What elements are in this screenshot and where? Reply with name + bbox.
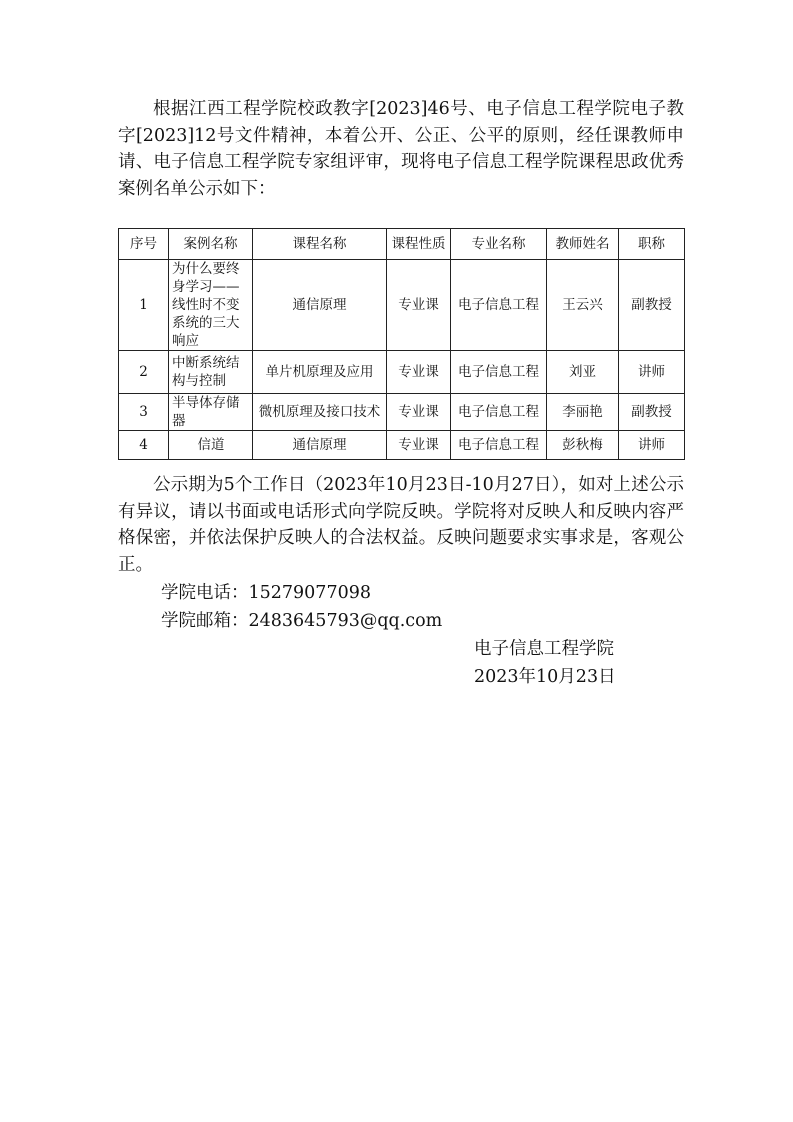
intro-paragraph <box>118 96 684 202</box>
cell-major: 电子信息工程 <box>451 260 547 351</box>
cell-no: 4 <box>119 431 169 460</box>
notice-text: 公示期为5个工作日（2023年10月23日-10月27日），如对上述公示有异议，请以书面或电话形式向学院反映。学院将对反映人和反映内容严格保密，并依法保护反映人的合法权益。反映问题要求实事求是，客观公正。 <box>118 475 684 575</box>
cell-major: 电子信息工程 <box>451 351 547 394</box>
cell-major: 电子信息工程 <box>451 431 547 460</box>
cell-course-name: 通信原理 <box>253 431 387 460</box>
notice-paragraph <box>118 472 684 578</box>
cell-no: 1 <box>119 260 169 351</box>
email-address: 2483645793@qq.com <box>248 611 443 631</box>
contact-phone <box>161 580 371 606</box>
cell-course-name: 微机原理及接口技术 <box>253 394 387 431</box>
cell-course-nature: 专业课 <box>387 351 451 394</box>
cell-case-name: 中断系统结构与控制 <box>169 351 253 394</box>
cell-course-nature: 专业课 <box>387 394 451 431</box>
table-row <box>119 351 685 394</box>
cell-teacher: 彭秋梅 <box>547 431 619 460</box>
table-row <box>119 394 685 431</box>
cell-case-name: 为什么要终身学习——线性时不变系统的三大响应 <box>169 260 253 351</box>
cell-case-name: 半导体存储器 <box>169 394 253 431</box>
cell-major: 电子信息工程 <box>451 394 547 431</box>
cell-course-name: 通信原理 <box>253 260 387 351</box>
contact-email <box>161 608 442 634</box>
header-course-name: 课程名称 <box>253 229 387 260</box>
cell-case-name: 信道 <box>169 431 253 460</box>
phone-label: 学院电话： <box>161 583 249 603</box>
cell-title: 副教授 <box>619 394 685 431</box>
cell-course-nature: 专业课 <box>387 260 451 351</box>
cell-no: 3 <box>119 394 169 431</box>
header-major: 专业名称 <box>451 229 547 260</box>
email-label: 学院邮箱： <box>161 611 249 631</box>
header-case-name: 案例名称 <box>169 229 253 260</box>
cell-course-nature: 专业课 <box>387 431 451 460</box>
cell-title: 讲师 <box>619 351 685 394</box>
cell-teacher: 刘亚 <box>547 351 619 394</box>
header-no: 序号 <box>119 229 169 260</box>
table-header-row <box>119 229 685 260</box>
table-row <box>119 260 685 351</box>
cell-teacher: 王云兴 <box>547 260 619 351</box>
cell-teacher: 李丽艳 <box>547 394 619 431</box>
header-teacher: 教师姓名 <box>547 229 619 260</box>
cell-title: 副教授 <box>619 260 685 351</box>
case-list-table <box>118 228 685 460</box>
intro-text: 根据江西工程学院校政教字[2023]46号、电子信息工程学院电子教字[2023]12号文件精神，本着公开、公正、公平的原则，经任课教师申请、电子信息工程学院专家组评审，现将电子信息工程学院课程思政优秀案例名单公示如下： <box>118 99 684 199</box>
table-row <box>119 431 685 460</box>
cell-course-name: 单片机原理及应用 <box>253 351 387 394</box>
signoff-organization: 电子信息工程学院 <box>474 639 614 659</box>
header-title: 职称 <box>619 229 685 260</box>
cell-no: 2 <box>119 351 169 394</box>
header-course-nature: 课程性质 <box>387 229 451 260</box>
phone-number: 15279077098 <box>248 583 371 603</box>
cell-title: 讲师 <box>619 431 685 460</box>
signoff-date: 2023年10月23日 <box>474 667 616 687</box>
